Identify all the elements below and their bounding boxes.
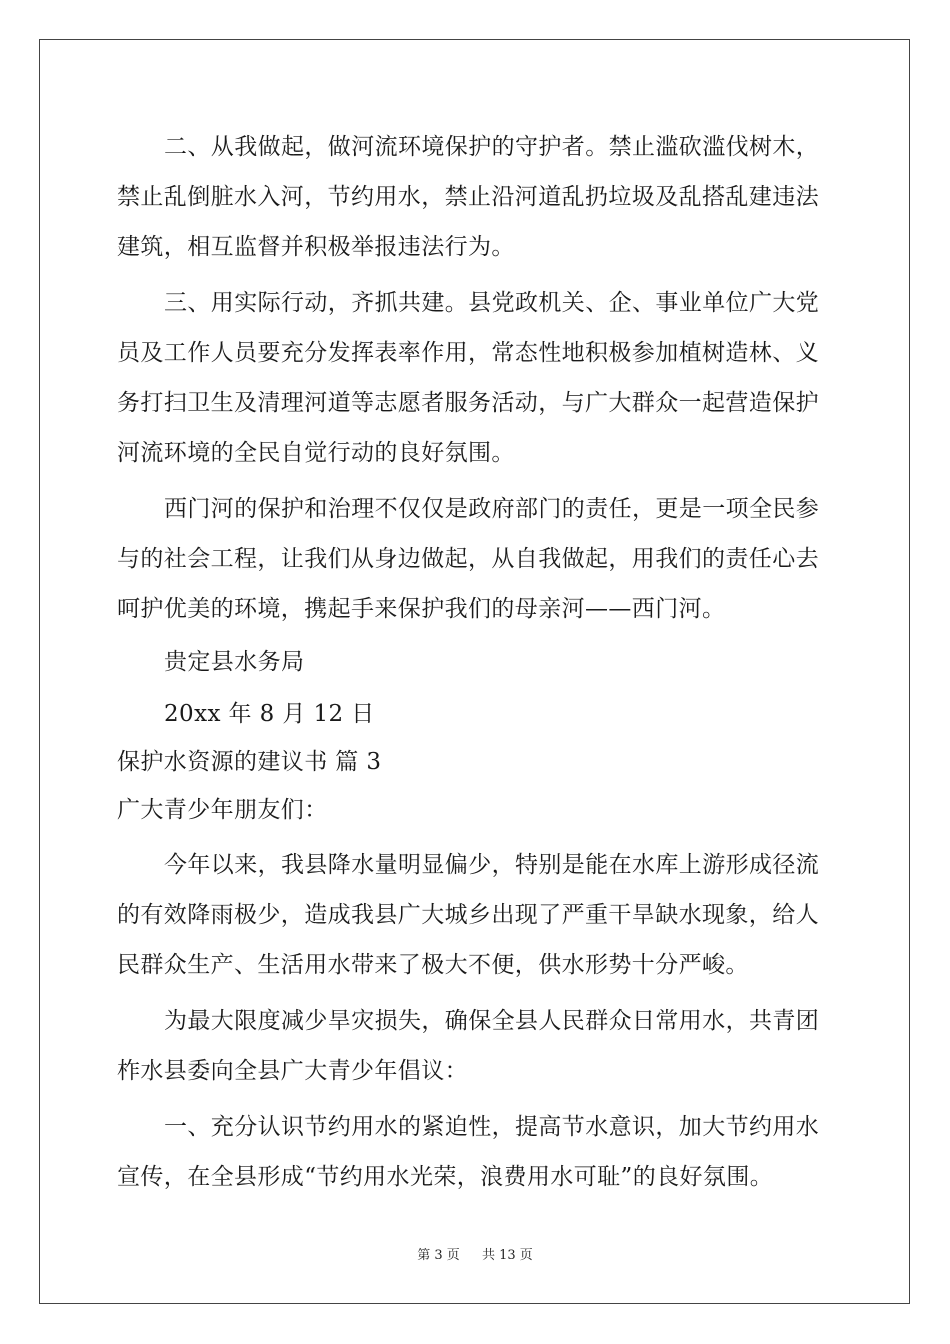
page-footer xyxy=(0,1244,950,1263)
section-title: 保护水资源的建议书 篇 3 xyxy=(117,749,382,775)
document-body xyxy=(117,122,837,1202)
paragraph-drought: 今年以来，我县降水量明显偏少，特别是能在水库上游形成径流的有效降雨极少，造成我县广大城乡出现了严重干旱缺水现象，给人民群众生产、生活用水带来了极大不便，供水形势十分严峻。 xyxy=(117,852,820,978)
page-total: 共 13 页 xyxy=(481,1248,533,1263)
page-number: 第 3 页 xyxy=(417,1248,460,1263)
paragraph-joint-action: 三、用实际行动，齐抓共建。县党政机关、企、事业单位广大党员及工作人员要充分发挥表率作用，常态性地积极参加植树造林、义务打扫卫生及清理河道等志愿者服务活动，与广大群众一起营造保护河流环境的全民自觉行动的良好氛围。 xyxy=(117,290,820,466)
greeting: 广大青少年朋友们： xyxy=(117,797,328,823)
paragraph-save-water: 一、充分认识节约用水的紧迫性，提高节水意识，加大节约用水宣传，在全县形成“节约用水光荣，浪费用水可耻”的良好氛围。 xyxy=(117,1114,820,1190)
paragraph-ximen-river: 西门河的保护和治理不仅仅是政府部门的责任，更是一项全民参与的社会工程，让我们从身边做起，从自我做起，用我们的责任心去呵护优美的环境，携起手来保护我们的母亲河——西门河。 xyxy=(117,496,820,622)
paragraph-initiative: 为最大限度减少旱灾损失，确保全县人民群众日常用水，共青团柞水县委向全县广大青少年倡议： xyxy=(117,1008,820,1084)
signature-org: 贵定县水务局 xyxy=(164,649,305,675)
signature-date: 20xx 年 8 月 12 日 xyxy=(164,701,375,727)
paragraph-protect-guardian: 二、从我做起，做河流环境保护的守护者。禁止滥砍滥伐树木，禁止乱倒脏水入河，节约用水，禁止沿河道乱扔垃圾及乱搭乱建违法建筑，相互监督并积极举报违法行为。 xyxy=(117,134,820,260)
